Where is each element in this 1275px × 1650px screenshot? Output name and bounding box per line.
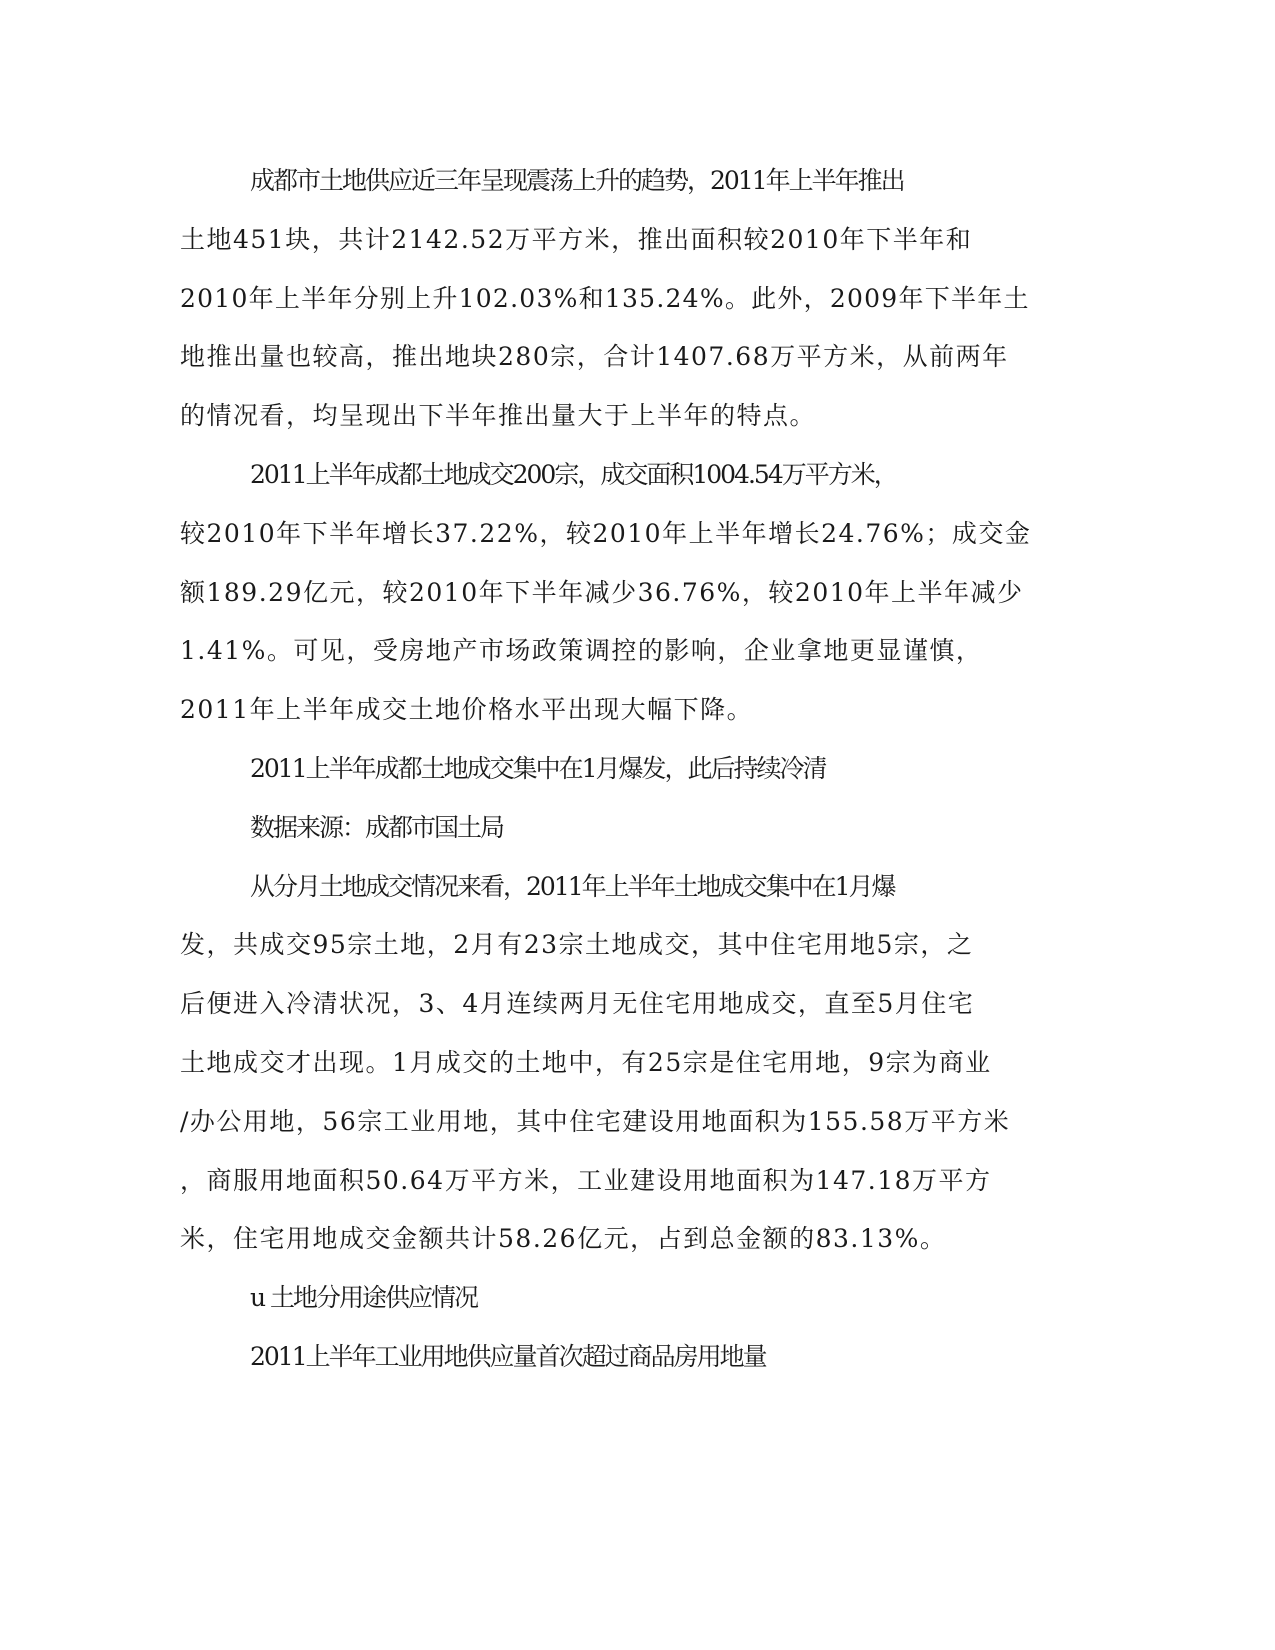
text-line: 2011上半年成都土地成交集中在1月爆发，此后持续冷清 <box>250 753 826 783</box>
text-line: 2011年上半年成交土地价格水平出现大幅下降。 <box>180 695 754 725</box>
text-line: 数据来源：成都市国土局 <box>250 812 504 842</box>
section-heading <box>180 1269 1032 1328</box>
paragraph-land-transactions <box>180 446 1032 740</box>
figure-caption <box>180 1328 1032 1387</box>
text-line: 从分月土地成交情况来看，2011年上半年土地成交集中在1月爆 <box>250 871 895 901</box>
text-line: 2010年上半年分别上升102.03%和135.24%。此外，2009年下半年土 <box>180 283 1030 313</box>
text-line: 地推出量也较高，推出地块280宗，合计1407.68万平方米，从前两年 <box>180 342 1009 372</box>
document-page <box>180 152 1032 1387</box>
text-line: 米，住宅用地成交金额共计58.26亿元，占到总金额的83.13%。 <box>180 1224 947 1254</box>
text-line: 较2010年下半年增长37.22%，较2010年上半年增长24.76%；成交金 <box>180 518 1032 548</box>
text-line: 土地451块，共计2142.52万平方米，推出面积较2010年下半年和 <box>180 224 973 254</box>
data-source-note <box>180 799 1032 858</box>
text-line: 额189.29亿元，较2010年下半年减少36.76%，较2010年上半年减少 <box>180 577 1024 607</box>
text-line: /办公用地，56宗工业用地，其中住宅建设用地面积为155.58万平方米 <box>180 1106 1011 1136</box>
text-line: 2011上半年工业用地供应量首次超过商品房用地量 <box>250 1341 766 1371</box>
paragraph-land-supply <box>180 152 1032 446</box>
text-line: 土地成交才出现。1月成交的土地中，有25宗是住宅用地，9宗为商业 <box>180 1047 992 1077</box>
text-line: 2011上半年成都土地成交200宗，成交面积1004.54万平方米， <box>250 459 897 489</box>
text-line: 发，共成交95宗土地，2月有23宗土地成交，其中住宅用地5宗，之 <box>180 930 974 960</box>
text-line: 成都市土地供应近三年呈现震荡上升的趋势，2011年上半年推出 <box>250 166 904 195</box>
paragraph-monthly-transactions <box>180 858 1032 1270</box>
text-line: 后便进入冷清状况，3、4月连续两月无住宅用地成交，直至5月住宅 <box>180 989 975 1019</box>
text-line: 1.41%。可见，受房地产市场政策调控的影响，企业拿地更显谨慎， <box>180 636 983 666</box>
text-line: 的情况看，均呈现出下半年推出量大于上半年的特点。 <box>180 401 817 431</box>
figure-caption <box>180 740 1032 799</box>
text-line: ，商服用地面积50.64万平方米，工业建设用地面积为147.18万平方 <box>180 1165 992 1195</box>
text-line: u 土地分用途供应情况 <box>250 1283 478 1313</box>
